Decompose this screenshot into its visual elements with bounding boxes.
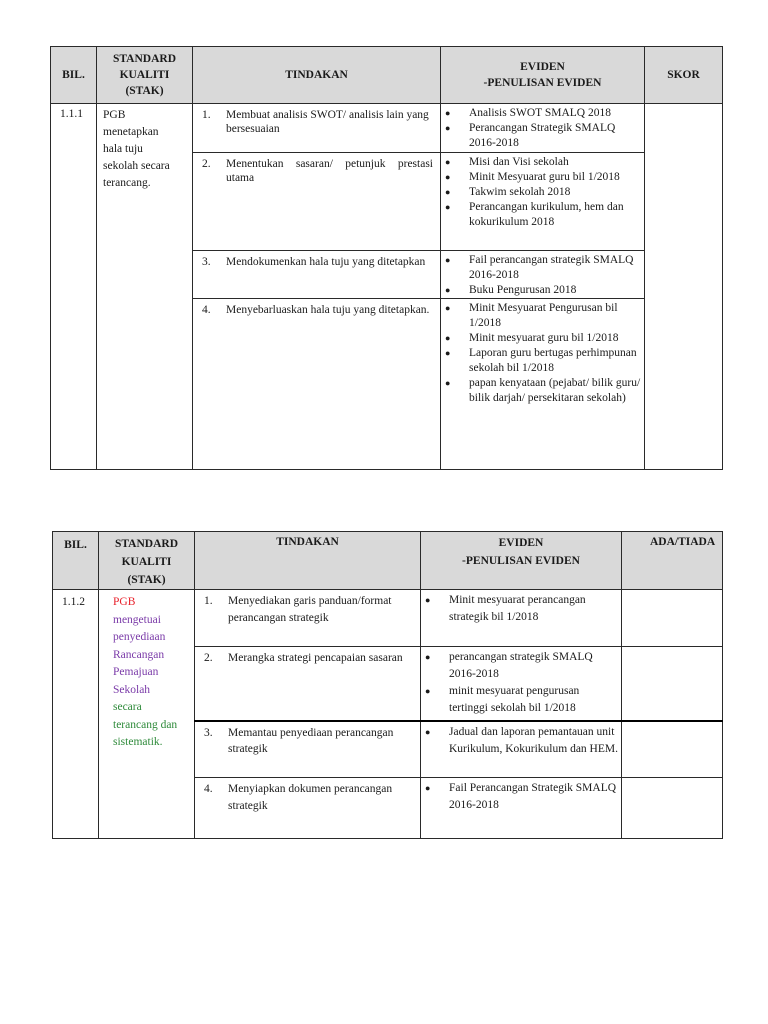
header-bil: BIL. [51, 47, 97, 104]
action-cell: 3. Mendokumenkan hala tuju yang ditetapkan [193, 251, 441, 299]
evidence-item: ● Laporan guru bertugas perhimpunan sekolah bil 1/2018 [445, 347, 637, 374]
action-cell: 3. Memantau penyediaan perancangan strategik [195, 721, 421, 778]
bil-number: 1.1.1 [51, 104, 97, 470]
evidence-item: ● Perancangan kurikulum, hem dan kokurikulum 2018 [445, 201, 624, 228]
header-eviden: EVIDEN -PENULISAN EVIDEN [441, 47, 645, 104]
standard-description: PGB mengetuai penyediaan Rancangan Pemajuan Sekolah secara terancang dan sistematik. [99, 590, 195, 839]
evidence-item: ● perancangan strategik SMALQ 2016-2018 [425, 651, 593, 680]
evidence-item: ● minit mesyuarat pengurusan tertinggi sekolah bil 1/2018 [425, 685, 580, 714]
action-cell: 4. Menyebarluaskan hala tuju yang ditetapkan. [193, 299, 441, 470]
action-cell: 2. Merangka strategi pencapaian sasaran [195, 647, 421, 721]
evidence-cell [441, 299, 645, 470]
evidence-item: ● Takwim sekolah 2018 [445, 186, 571, 198]
header-tindakan: TINDAKAN [193, 47, 441, 104]
evidence-item: ● Buku Pengurusan 2018 [445, 284, 577, 296]
action-cell: 4. Menyiapkan dokumen perancangan strategik [195, 778, 421, 839]
ada-tiada-cell[interactable] [622, 778, 723, 839]
evidence-cell [441, 104, 645, 153]
ada-tiada-cell[interactable] [622, 721, 723, 778]
evidence-cell [441, 153, 645, 251]
standard-description: PGB menetapkan hala tuju sekolah secara terancang. [97, 104, 193, 470]
evidence-item: ● Minit mesyuarat perancangan strategik bil 1/2018 [425, 594, 586, 623]
stak-table-2 [52, 531, 723, 839]
action-cell: 2. Menentukan sasaran/ petunjuk prestasi utama [193, 153, 441, 251]
bil-number: 1.1.2 [53, 590, 99, 839]
header-standard-kualiti: STANDARD KUALITI (STAK) [99, 532, 195, 590]
header-ada-tiada: ADA/TIADA [622, 532, 723, 590]
evidence-item: ● Minit Mesyuarat Pengurusan bil 1/2018 [445, 302, 618, 329]
ada-tiada-cell[interactable] [622, 647, 723, 721]
header-tindakan: TINDAKAN [195, 532, 421, 590]
evidence-item: ● Fail Perancangan Strategik SMALQ 2016-2018 [425, 782, 617, 811]
evidence-item: ● Jadual dan laporan pemantauan unit Kurikulum, Kokurikulum dan HEM. [425, 725, 618, 755]
evidence-item: ● papan kenyataan (pejabat/ bilik guru/ bilik darjah/ persekitaran sekolah) [445, 377, 641, 404]
evidence-item: ● Analisis SWOT SMALQ 2018 [445, 107, 611, 119]
evidence-cell [441, 251, 645, 299]
action-cell: 1. Membuat analisis SWOT/ analisis lain yang bersesuaian [193, 104, 441, 153]
evidence-item: ● Perancangan Strategik SMALQ 2016-2018 [445, 122, 616, 149]
evidence-cell [421, 590, 622, 647]
evidence-item: ● Minit Mesyuarat guru bil 1/2018 [445, 171, 620, 183]
evidence-item: ● Misi dan Visi sekolah [445, 156, 569, 168]
evidence-cell [421, 721, 622, 778]
stak-table-1 [50, 46, 723, 470]
skor-cell[interactable] [645, 104, 723, 470]
action-cell: 1. Menyediakan garis panduan/format perancangan strategik [195, 590, 421, 647]
header-bil: BIL. [53, 532, 99, 590]
evidence-cell [421, 778, 622, 839]
header-eviden: EVIDEN -PENULISAN EVIDEN [421, 532, 622, 590]
ada-tiada-cell[interactable] [622, 590, 723, 647]
evidence-cell [421, 647, 622, 721]
header-standard-kualiti: STANDARD KUALITI (STAK) [97, 47, 193, 104]
evidence-item: ● Fail perancangan strategik SMALQ 2016-2018 [445, 254, 634, 281]
header-skor: SKOR [645, 47, 723, 104]
evidence-item: ● Minit mesyuarat guru bil 1/2018 [445, 332, 619, 344]
